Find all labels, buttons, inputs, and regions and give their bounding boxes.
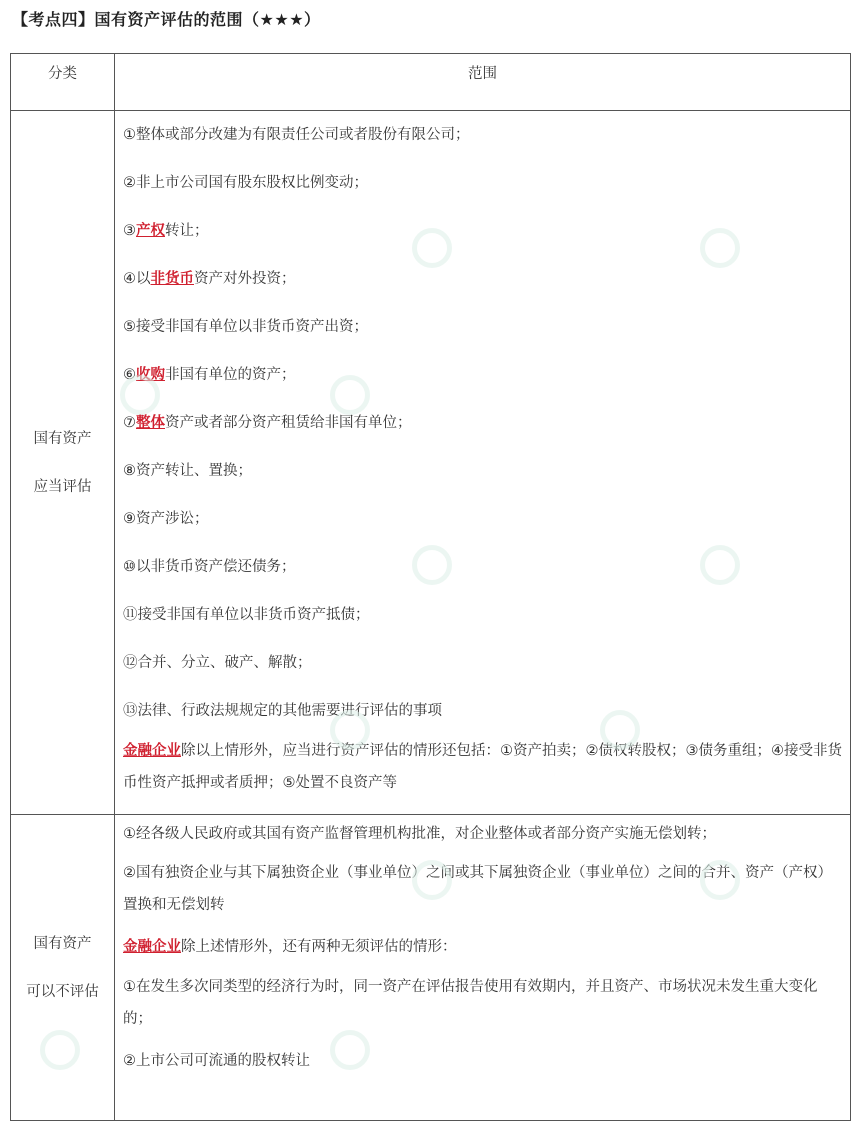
header-category: 分类 <box>11 54 115 111</box>
item-text: ⑥ <box>123 367 136 383</box>
item-text: ⑦ <box>123 415 136 431</box>
list-item <box>123 543 844 591</box>
item-text: ①整体或部分改建为有限责任公司或者股份有限公司； <box>123 127 470 143</box>
item-text: ⑧资产转让、置换； <box>123 463 252 479</box>
list-item: ②国有独资企业与其下属独资企业（事业单位）之间或其下属独资企业（事业单位）之间的合并、资产（产权）置换和无偿划转 <box>123 865 832 913</box>
highlight-term: 金融企业 <box>123 743 181 759</box>
category-line: 应当评估 <box>33 478 92 495</box>
item-text: 资产对外投资； <box>194 271 296 287</box>
note-text: 除上述情形外，还有两种无须评估的情形： <box>181 939 457 955</box>
item-text: ⑪接受非国有单位以非货币资产抵债； <box>123 607 370 623</box>
category-may-not-evaluate <box>11 815 115 1121</box>
highlight-term: 金融企业 <box>123 939 181 955</box>
scope-table <box>10 53 851 1121</box>
list-item <box>123 687 844 735</box>
highlight-term: 整体 <box>136 415 165 431</box>
scope-list <box>123 111 844 735</box>
list-item <box>123 207 844 255</box>
scope-should-evaluate <box>115 111 851 815</box>
item-text: ②非上市公司国有股东股权比例变动； <box>123 175 368 191</box>
highlight-term: 产权 <box>136 223 165 239</box>
list-item <box>123 351 844 399</box>
list-item <box>123 303 844 351</box>
financial-note <box>123 735 844 807</box>
list-item: ①在发生多次同类型的经济行为时，同一资产在评估报告使用有效期内，并且资产、市场状况未发生重大变化的； <box>123 979 818 1027</box>
item-text: 资产或者部分资产租赁给非国有单位； <box>165 415 412 431</box>
category-line: 国有资产 <box>33 430 92 447</box>
highlight-term: 非货币 <box>150 271 194 287</box>
item-text: ③ <box>123 223 136 239</box>
scope-may-not-evaluate <box>115 815 851 1121</box>
item-text: 非国有单位的资产； <box>165 367 296 383</box>
list-item: ②上市公司可流通的股权转让 <box>123 1053 310 1069</box>
highlight-term: 收购 <box>136 367 165 383</box>
category-line: 可以不评估 <box>26 983 99 1000</box>
list-item <box>123 159 844 207</box>
item-text: 转让； <box>165 223 209 239</box>
item-text: ④以 <box>123 271 151 287</box>
table-row-should-evaluate <box>11 111 851 815</box>
list-item <box>123 111 844 159</box>
list-item: ①经各级人民政府或其国有资产监督管理机构批准，对企业整体或者部分资产实施无偿划转； <box>123 826 716 842</box>
list-item <box>123 255 844 303</box>
list-item <box>123 447 844 495</box>
financial-note <box>123 927 844 967</box>
page-title: 【考点四】国有资产评估的范围（★★★） <box>12 10 321 29</box>
header-scope: 范围 <box>115 54 851 111</box>
table-row-may-not-evaluate <box>11 815 851 1121</box>
item-text: ⑩以非货币资产偿还债务； <box>123 559 296 575</box>
item-text: ⑨资产涉讼； <box>123 511 209 527</box>
item-text: ⑤接受非国有单位以非货币资产出资； <box>123 319 368 335</box>
item-text: ⑬法律、行政法规规定的其他需要进行评估的事项 <box>123 703 442 719</box>
list-item <box>123 639 844 687</box>
note-text: 除以上情形外，应当进行资产评估的情形还包括：①资产拍卖；②债权转股权；③债务重组；④接受非货币性资产抵押或者质押；⑤处置不良资产等 <box>123 743 842 791</box>
list-item <box>123 591 844 639</box>
item-text: ⑫合并、分立、破产、解散； <box>123 655 312 671</box>
table-header-row <box>11 54 851 111</box>
category-line: 国有资产 <box>33 935 92 952</box>
category-should-evaluate <box>11 111 115 815</box>
list-item <box>123 495 844 543</box>
list-item <box>123 399 844 447</box>
